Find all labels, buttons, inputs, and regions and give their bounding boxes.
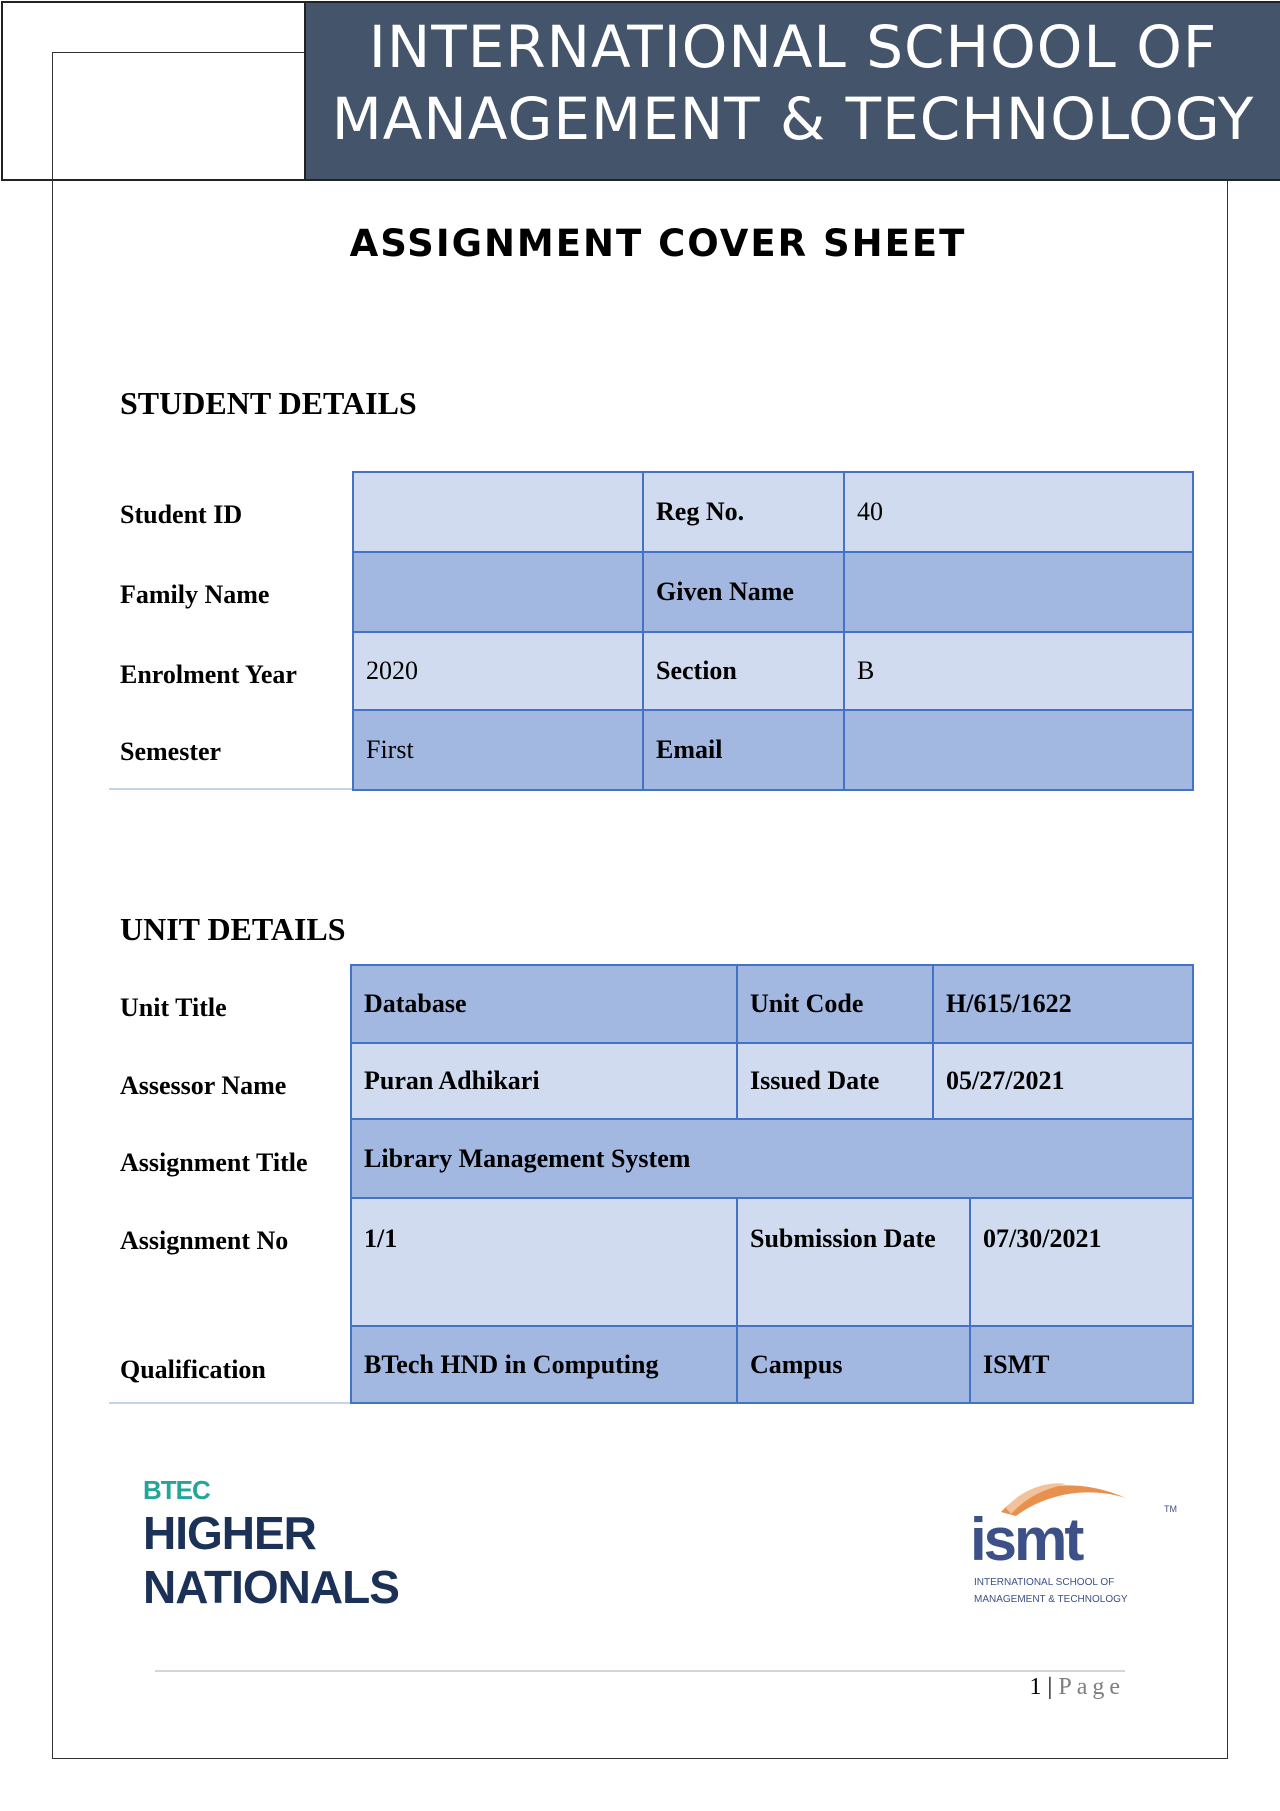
table-row [353, 710, 1193, 790]
assignment-no-label: Assignment No [120, 1226, 289, 1255]
enrolment-year-label: Enrolment Year [120, 660, 297, 689]
ismt-logo [966, 1478, 1186, 1608]
table-row [353, 632, 1193, 710]
unit-title-value: Database [351, 965, 737, 1043]
page-number: 1 | Page [1029, 1674, 1125, 1700]
unit-code-label: Unit Code [737, 965, 933, 1043]
btec-higher-nationals-logo [143, 1474, 399, 1614]
student-details-table [352, 471, 1194, 791]
btec-logo-line1: HIGHER [143, 1507, 316, 1559]
header-corner-line [52, 52, 305, 183]
reg-no-value: 40 [844, 472, 1193, 552]
student-id-label: Student ID [120, 500, 243, 529]
unit-title-label: Unit Title [120, 993, 227, 1022]
given-name-value [844, 552, 1193, 632]
assessor-name-value: Puran Adhikari [351, 1043, 737, 1119]
btec-logo-text: BTEC [143, 1475, 210, 1505]
btec-logo-line2: NATIONALS [143, 1561, 399, 1613]
student-details-heading: STUDENT DETAILS [120, 385, 417, 421]
qualification-label: Qualification [120, 1355, 266, 1384]
assignment-title-label: Assignment Title [120, 1148, 308, 1177]
table-row [351, 1326, 1193, 1403]
given-name-label: Given Name [643, 552, 844, 632]
assignment-title-value: Library Management System [351, 1119, 1193, 1198]
submission-date-label: Submission Date [737, 1198, 970, 1326]
assessor-name-label: Assessor Name [120, 1071, 287, 1100]
footer-divider [155, 1670, 1125, 1672]
assignment-no-value: 1/1 [351, 1198, 737, 1326]
reg-no-label: Reg No. [643, 472, 844, 552]
email-value [844, 710, 1193, 790]
unit-details-table [350, 964, 1194, 1404]
table-row [351, 965, 1193, 1043]
table-row [351, 1119, 1193, 1198]
label-underline [109, 1402, 352, 1404]
section-value: B [844, 632, 1193, 710]
section-label: Section [643, 632, 844, 710]
campus-label: Campus [737, 1326, 970, 1403]
page-title: ASSIGNMENT COVER SHEET [349, 222, 967, 265]
submission-date-value: 07/30/2021 [970, 1198, 1193, 1326]
enrolment-year-value: 2020 [353, 632, 643, 710]
school-header-banner [304, 1, 1280, 181]
page-word: Page [1058, 1674, 1125, 1700]
table-row [351, 1198, 1193, 1326]
unit-code-value: H/615/1622 [933, 965, 1193, 1043]
issued-date-value: 05/27/2021 [933, 1043, 1193, 1119]
ismt-logo-sub2: MANAGEMENT & TECHNOLOGY [974, 1594, 1128, 1605]
page-number-value: 1 [1029, 1674, 1042, 1700]
semester-value: First [353, 710, 643, 790]
qualification-value: BTech HND in Computing [351, 1326, 737, 1403]
school-name-line2: MANAGEMENT & TECHNOLOGY [331, 85, 1255, 153]
family-name-value [353, 552, 643, 632]
label-underline [109, 788, 354, 790]
table-row [351, 1043, 1193, 1119]
issued-date-label: Issued Date [737, 1043, 933, 1119]
ismt-logo-tm: TM [1164, 1504, 1177, 1514]
ismt-logo-word: ismt [970, 1506, 1082, 1573]
school-name-line1: INTERNATIONAL SCHOOL OF [368, 13, 1218, 81]
campus-value: ISMT [970, 1326, 1193, 1403]
semester-label: Semester [120, 737, 222, 766]
table-row [353, 552, 1193, 632]
student-id-value [353, 472, 643, 552]
email-label: Email [643, 710, 844, 790]
family-name-label: Family Name [120, 580, 270, 609]
ismt-logo-sub1: INTERNATIONAL SCHOOL OF [974, 1577, 1115, 1588]
table-row [353, 472, 1193, 552]
unit-details-heading: UNIT DETAILS [120, 911, 346, 947]
